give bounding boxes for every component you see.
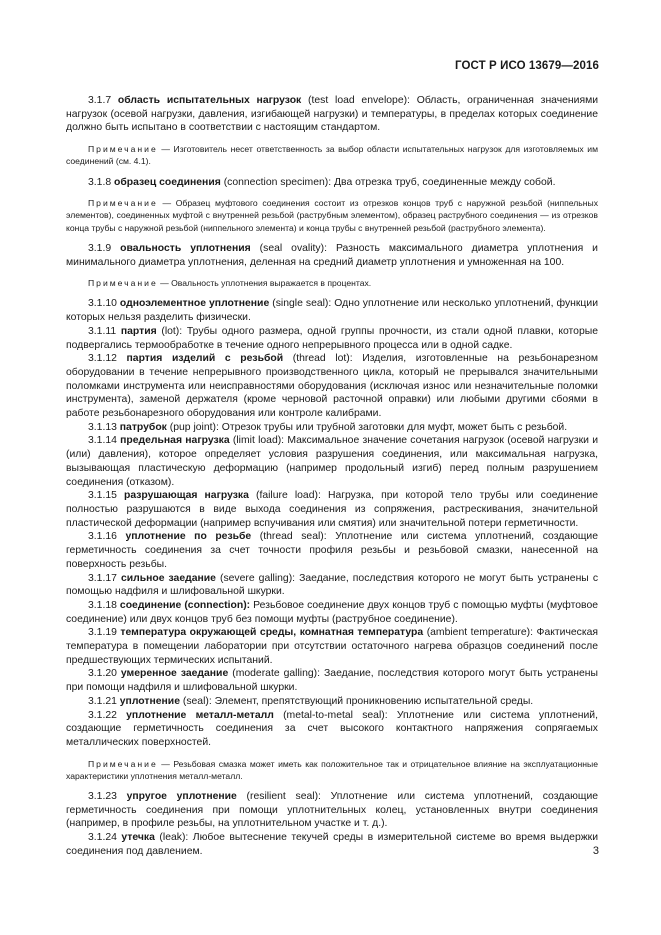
term-entry: 3.1.23 упругое уплотнение (resilient seal): Уплотнение или система уплотнений, создающие герметичность соединения при помощи уплотнительных колец, установленных внутри соединения (например, в профиле резьбы, на уплотнительном участке и т. д.). xyxy=(66,791,599,830)
term-entry: 3.1.18 соединение (connection): Резьбовое соединение двух концов труб с помощью муфты (муфтовое соединение) или двух концов труб без помощи муфты (раструбное соединение). xyxy=(66,599,599,625)
term-entry: 3.1.15 разрушающая нагрузка (failure load): Нагрузка, при которой тело трубы или соединение полностью разрушаются в виде выхода соединения из сопряжения, растрескивания, значительной пластической деформации (например вспучивания или смятия) или значительной потери герметичности. xyxy=(66,490,598,529)
term-entry: 3.1.17 сильное заедание (severe galling): Заедание, последствия которого не могут быть устранены с помощью надфиля и шлифовальной шкурки. xyxy=(66,572,599,598)
term-entry: 3.1.12 партия изделий с резьбой (thread lot): Изделия, изготовленные на резьбонарезном оборудовании в течение непрерывного производственного цикла, который не прерывался значительными поломками инструмента или неисправностями оборудования (исключая износ или незначительные поломки инструмента), заменой держателя (кроме черновой расточной оправки) или любыми другими сбоями в работе резьбонарезного оборудования или контроле калибрами. xyxy=(66,353,599,420)
term-entry: 3.1.19 температура окружающей среды, комнатная температура (ambient temperature): Фактическая температура в помещении лаборатории при отсутствии остаточного нагрева образцов соединений после предшествующих термических испытаний. xyxy=(66,627,599,666)
note: Примечание — Овальность уплотнения выражается в процентах. xyxy=(88,278,372,289)
term-entry: 3.1.7 область испытательных нагрузок (test load envelope): Область, ограниченная значениями нагрузок (осевой нагрузки, давления, изгибающей нагрузки) и температуры, в пределах которых соединение должно быть испытано в соответствии с настоящим стандартом. xyxy=(66,95,599,134)
term-entry: 3.1.8 образец соединения (connection specimen): Два отрезка труб, соединенные между собой. xyxy=(88,176,556,188)
note: Примечание — Изготовитель несет ответственность за выбор области испытательных нагрузок для изготовляемых им соединений (см. 4.1). xyxy=(66,144,599,167)
note: Примечание — Резьбовая смазка может иметь как положительное так и отрицательное влияние на эксплуатационные характеристики уплотнения металл-металл. xyxy=(66,758,598,781)
term-entry: 3.1.11 партия (lot): Трубы одного размера, одной группы прочности, из стали одной плавки, которые подвергались термообработке в течение одного непрерывного процесса или в одной садке. xyxy=(66,325,598,351)
term-entry: 3.1.20 умеренное заедание (moderate galling): Заедание, последствия которого могут быть устранены при помощи надфиля и шлифовальной шкурки. xyxy=(66,668,599,694)
page-number: 3 xyxy=(592,845,599,857)
term-entry: 3.1.10 одноэлементное уплотнение (single seal): Одно уплотнение или несколько уплотнений, функции которых нельзя разделить физически. xyxy=(66,298,598,324)
document-header: ГОСТ Р ИСО 13679—2016 xyxy=(454,60,599,72)
term-entry: 3.1.21 уплотнение (seal): Элемент, препятствующий проникновению испытательной среды. xyxy=(88,695,534,707)
term-entry: 3.1.16 уплотнение по резьбе (thread seal): Уплотнение или система уплотнений, создающие герметичность соединения за счет точности профиля резьбы и резьбовой смазки, нанесенной на поверхность резьбы. xyxy=(66,531,598,570)
term-entry: 3.1.9 овальность уплотнения (seal ovality): Разность максимального диаметра уплотнения и минимального диаметра уплотнения, деленная на средний диаметр уплотнения и умноженная на 100. xyxy=(66,242,598,268)
document-body xyxy=(66,94,598,859)
term-entry: 3.1.22 уплотнение металл-металл (metal-to-metal seal): Уплотнение или система уплотнений, создающие герметичность соединения за счет высокого контактного напряжения сопрягаемых металлических поверхностей. xyxy=(66,709,598,748)
note: Примечание — Образец муфтового соединения состоит из отрезков концов труб с наружной резьбой (ниппельных элементов), соединенных муфтой с внутренней резьбой (раструбным элементом), образец раструбного соединения — из отрезков конца трубы с наружной резьбой (ниппельного элемента) и конца трубы с внутренней резьбой (раструбного элемента). xyxy=(66,198,598,233)
term-entry: 3.1.14 предельная нагрузка (limit load): Максимальное значение сочетания нагрузок (осевой нагрузки и (или) давления), которое определяет условия разрушения соединения, или максимальная нагрузка, вызывающая пластическую деформацию (например продольный изгиб) перед полным разрушением соединения (отказом). xyxy=(66,435,598,488)
term-entry: 3.1.13 патрубок (pup joint): Отрезок трубы или трубной заготовки для муфт, может быть с резьбой. xyxy=(88,421,568,433)
term-entry: 3.1.24 утечка (leak): Любое вытеснение текучей среды в измерительной системе во время выдержки соединения под давлением. xyxy=(66,832,599,857)
